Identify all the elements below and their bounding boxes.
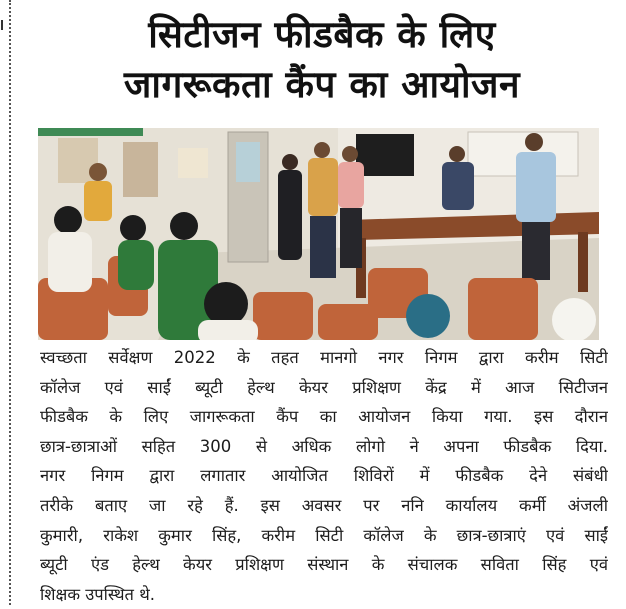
headline-line-1: सिटीजन फीडबैक के लिए: [148, 13, 496, 56]
photo-green-strip: [38, 128, 143, 136]
photo-door-window: [236, 142, 260, 182]
article-line-2: कॉलेज एवं साईं ब्यूटी हेल्थ केयर प्रशिक्षण केंद्र में आज सिटीजन: [40, 377, 608, 397]
column-edge-mark: [1, 20, 9, 30]
news-photo: [38, 128, 599, 340]
article-body: [40, 343, 608, 609]
column-divider: [9, 0, 11, 605]
article-line-1: स्वच्छता सर्वेक्षण 2022 के तहत मानगो नगर निगम द्वारा करीम सिटी: [40, 348, 608, 367]
article-line-5: नगर निगम द्वारा लगातार आयोजित शिविरों में फीडबैक देने संबंधी: [40, 466, 608, 486]
photo-illustration: [38, 128, 599, 340]
article-line-4: छात्र-छात्राओं सहित 300 से अधिक लोगो ने अपना फीडबैक दिया.: [40, 436, 608, 456]
photo-screen: [356, 134, 414, 176]
photo-table-leg-right: [578, 232, 588, 292]
article-line-8: ब्यूटी एंड हेल्थ केयर प्रशिक्षण संस्थान के संचालक सविता सिंह एवं: [40, 555, 608, 575]
article-headline: [22, 10, 622, 110]
headline-line-2: जागरूकता कैंप का आयोजन: [123, 63, 521, 106]
article-line-3: फीडबैक के लिए जागरूकता कैंप का आयोजन किया गया. इस दौरान: [40, 407, 608, 427]
photo-poster-3: [178, 148, 208, 178]
photo-poster-2: [123, 142, 158, 197]
article-line-9: शिक्षक उपस्थित थे.: [40, 584, 155, 604]
article-line-7: कुमारी, राकेश कुमार सिंह, करीम सिटी कॉलेज के छात्र-छात्राएं एवं साईं: [40, 525, 608, 545]
article-line-6: तरीके बताए जा रहे हैं. इस अवसर पर ननि कार्यालय कर्मी अंजली: [40, 495, 608, 515]
